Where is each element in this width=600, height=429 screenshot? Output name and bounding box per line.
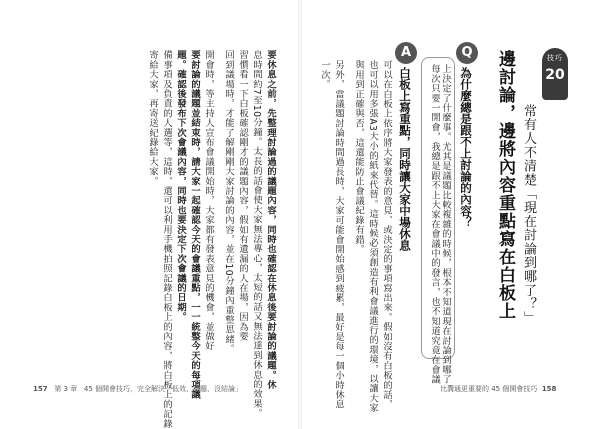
left-line-9: 寄給大家，再寄送紀錄給大家。 — [147, 50, 158, 186]
tip-label: 技巧 — [547, 54, 563, 62]
chapter-running-title: 45 個開會技巧，完全解決「低效、離題、沒結論」 — [83, 385, 243, 393]
left-line-2: 息時間約7至10分鐘。太長的話會使大家無法專心，太短的話又無法達到休息的效果。 — [251, 50, 262, 419]
question-line-2: 上決定了什麼事。尤其是議題比較複雜的時候，根本不知道現在討論到哪了。 — [440, 64, 451, 394]
answer-badge: A — [395, 42, 417, 64]
left-line-7: 題。確認後發布下次會議內容，同時也要決定下次會議的日期。 — [175, 50, 186, 322]
book-running-title: 比溝通更重要的 45 個開會技巧 — [440, 385, 538, 393]
left-line-5: 開會時，等主持人宣布會議開始時，大家都有發表意見的機會，並做好 — [203, 50, 214, 351]
question-line-1: 每次只要一開會，我總是跟不上大家在會議中的發言，也不知道究竟在會議 — [429, 64, 440, 385]
question-badge: Q — [456, 42, 478, 64]
chapter-subtitle: 常有人不清楚「現在討論到哪了？」 — [521, 104, 536, 325]
page-gutter — [298, 0, 302, 429]
footer-right — [440, 384, 556, 394]
left-line-4: 回到議場時，才能了解剛剛大家討論的內容，並在10分鐘內重整思緒。 — [223, 50, 234, 354]
question-heading: 為什麼總是跟不上討論的內容？ — [459, 67, 473, 228]
right-page-number: 158 — [541, 385, 557, 393]
answer-line-2: 也可以用多張A3大小的紙來代替。這時候必須創造有利會議進行的環境，以讓大家 — [367, 60, 378, 413]
footer-left — [33, 384, 242, 394]
answer-line-4: 另外，當議題討論時間過長時，大家可能會開始感到疲累，最好是每一個小時休息 — [333, 60, 344, 410]
left-page-number: 157 — [33, 385, 48, 393]
chapter-label: 第 3 章 — [54, 385, 78, 393]
answer-line-3: 與用到正確與否，這還能防止會議紀錄有錯。 — [353, 60, 364, 254]
tip-badge — [542, 48, 568, 100]
left-line-8: 備事項及負責的人選等，這時，還可以利用手機拍照記錄白板上的內容，將白板上的記錄 — [161, 50, 172, 429]
chapter-title: 邊討論，邊將內容重點寫在白板上 — [495, 50, 515, 320]
tip-number: 20 — [545, 67, 565, 83]
left-line-3: 習慣看一下白板確認剛才的議題內容，假如有遺漏的人在場，因為要 — [237, 50, 248, 341]
answer-line-5: 一次。 — [319, 60, 330, 90]
left-line-1: 要休息之前，先整理討論過的議題內容，同時也確認在休息後要討論的議題。休 — [265, 50, 276, 390]
question-box — [421, 57, 455, 394]
left-line-6: 要討論的議題並結束時，請大家一起確認今天的會議重點，一一統整今天的每項議 — [189, 50, 200, 400]
answer-line-1: 可以在白板上依序將大家發表的意見、或決定的事項寫出來。假如沒有白板的話， — [381, 60, 392, 410]
answer-heading: 白板上寫重點，同時讓大家中場休息 — [398, 67, 412, 251]
